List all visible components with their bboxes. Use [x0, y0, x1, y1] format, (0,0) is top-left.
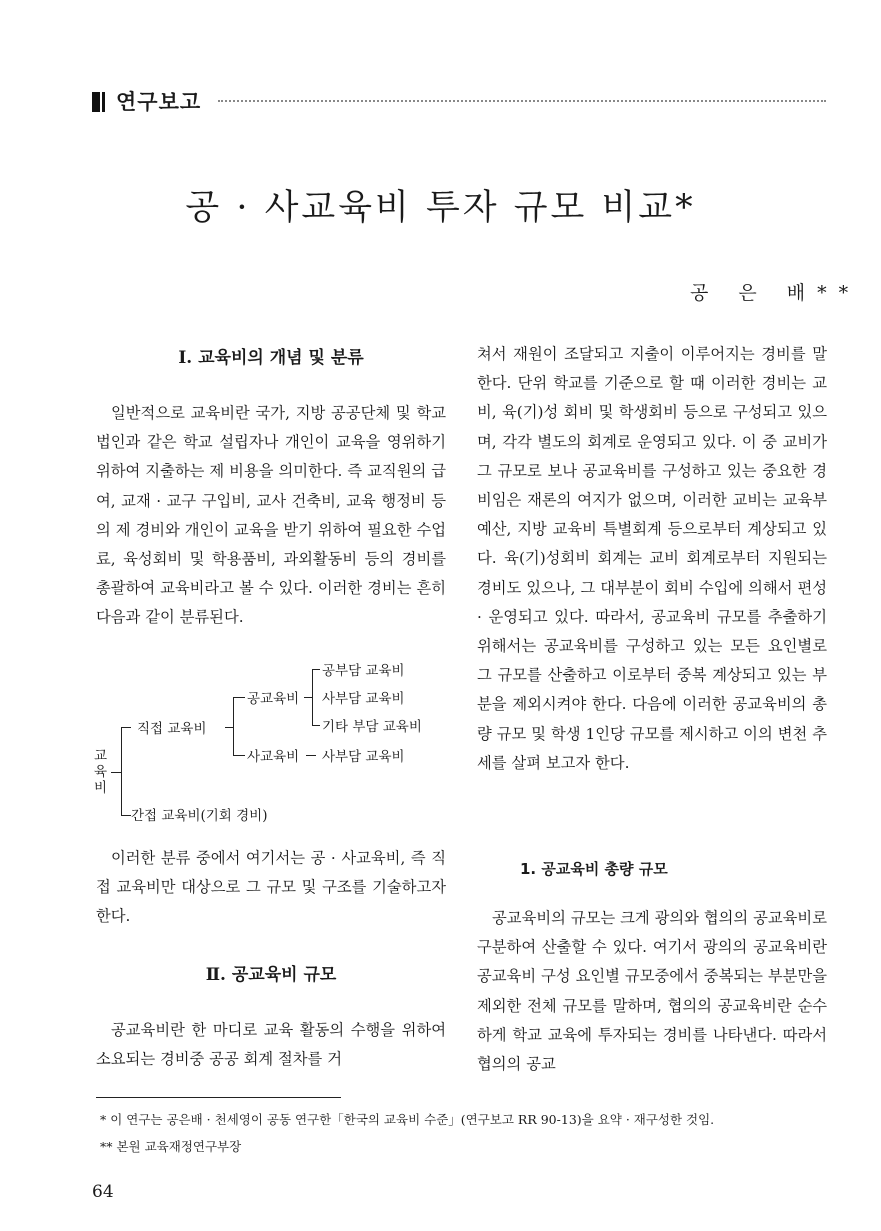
article-author: 공 은 배**: [690, 282, 861, 304]
private-cost-label: 사교육비: [247, 749, 300, 765]
direct-connector: [121, 727, 131, 728]
indirect-cost-label: 간접 교육비(기회 경비): [131, 808, 268, 824]
left-paragraph-2: [96, 844, 446, 932]
right-paragraph-2: [477, 904, 827, 1079]
direct-out-connector: [225, 727, 233, 728]
header-bar-mark: [92, 92, 100, 112]
left-para1-text: 일반적으로 교육비란 국가, 지방 공공단체 및 학교 법인과 같은 학교 설립자나 개인이 교육을 영위하기 위하여 지출하는 제 비용을 의미한다. 즉 교직원의 급여, 교재 · 교구 구입비, 교사 건축비, 교육 행정비 등의 제 경비와 개인이 교육을 받기 위하여 필요한 수업료, 육성회비 및 학용품비, 과외활동비 등의 경비를 총괄하여 교육비라고 볼 수 있다. 이러한 경비는 흔히 다음과 같이 분류된다.: [96, 404, 446, 627]
diagram-root-label: 교육비: [94, 748, 108, 796]
public-bracket: [312, 669, 313, 725]
public-item3-connector: [312, 725, 320, 726]
public-out-connector: [304, 697, 312, 698]
article-title: 공 · 사교육비 투자 규모 비교*: [185, 188, 696, 228]
public-cost-label: 공교육비: [247, 691, 300, 707]
section1-heading: Ⅰ. 교육비의 개념 및 분류: [178, 348, 364, 368]
private-connector: [233, 755, 245, 756]
indirect-connector: [121, 815, 131, 816]
public-item-2: 사부담 교육비: [322, 691, 405, 707]
right-para2-text: 공교육비의 규모는 크게 광의와 협의의 공교육비로 구분하여 산출할 수 있다. 여기서 광의의 공교육비란 공교육비 구성 요인별 규모중에서 중복되는 부분만을 제외한 전체 규모를 말하며, 협의의 공교육비란 순수하게 학교 교육에 투자되는 경비를 나타낸다. 따라서 협의의 공교: [477, 909, 827, 1074]
left-paragraph-1: [96, 399, 446, 633]
section-label: 연구보고: [116, 90, 202, 114]
direct-cost-label: 직접 교육비: [137, 721, 207, 737]
right-paragraph-1: [477, 340, 827, 778]
right-para1-text: 쳐서 재원이 조달되고 지출이 이루어지는 경비를 말한다. 단위 학교를 기준으로 할 때 이러한 경비는 교비, 육(기)성 회비 및 학생회비 등으로 구성되고 있으며, 각각 별도의 회계로 운영되고 있다. 이 중 교비가 그 규모로 보나 공교육비를 구성하고 있는 중요한 경비임은 재론의 여지가 없으며, 이러한 교비는 교육부 예산, 지방 교육비 특별회계 등으로부터 계상되고 있다. 육(기)성회비 회계는 교비 회계로부터 지원되는 경비도 있으나, 그 대부분이 회비 수입에 의해서 편성 · 운영되고 있다. 따라서, 공교육비 규모를 추출하기 위해서는 공교육비를 구성하고 있는 모든 요인별로 그 규모를 산출하고 이로부터 중복 계상되고 있는 부분을 제외시켜야 한다. 다음에 이러한 공교육비의 총량 규모 및 학생 1인당 규모를 제시하고 이의 변천 추세를 살펴 보고자 한다.: [477, 345, 827, 772]
footnote-2: ** 본원 교육재정연구부장: [100, 1139, 242, 1154]
private-item: 사부담 교육비: [322, 749, 405, 765]
left-paragraph-3: [96, 1016, 446, 1074]
header-bar-mark-thin: [102, 92, 105, 112]
root-connector: [111, 772, 121, 773]
header-dotted-rule: [218, 100, 826, 102]
subsection1-heading: 1. 공교육비 총량 규모: [520, 860, 668, 878]
section2-heading: Ⅱ. 공교육비 규모: [205, 965, 337, 985]
public-item-1: 공부담 교육비: [322, 663, 405, 679]
left-para2-text: 이러한 분류 중에서 여기서는 공 · 사교육비, 즉 직접 교육비만 대상으로 그 규모 및 구조를 기술하고자 한다.: [96, 849, 446, 926]
private-out-connector: [306, 755, 316, 756]
public-item1-connector: [312, 669, 320, 670]
footnote-rule: [96, 1097, 341, 1098]
root-bracket: [121, 727, 122, 815]
left-para3-text: 공교육비란 한 마디로 교육 활동의 수행을 위하여 소요되는 경비중 공공 회계 절차를 거: [96, 1021, 446, 1069]
public-connector: [233, 697, 245, 698]
page-number: 64: [92, 1182, 114, 1202]
public-item-3: 기타 부담 교육비: [322, 719, 422, 735]
direct-bracket: [233, 697, 234, 755]
footnote-1: * 이 연구는 공은배 · 천세영이 공동 연구한「한국의 교육비 수준」(연구보고 RR 90-13)을 요약 · 재구성한 것임.: [100, 1112, 715, 1127]
